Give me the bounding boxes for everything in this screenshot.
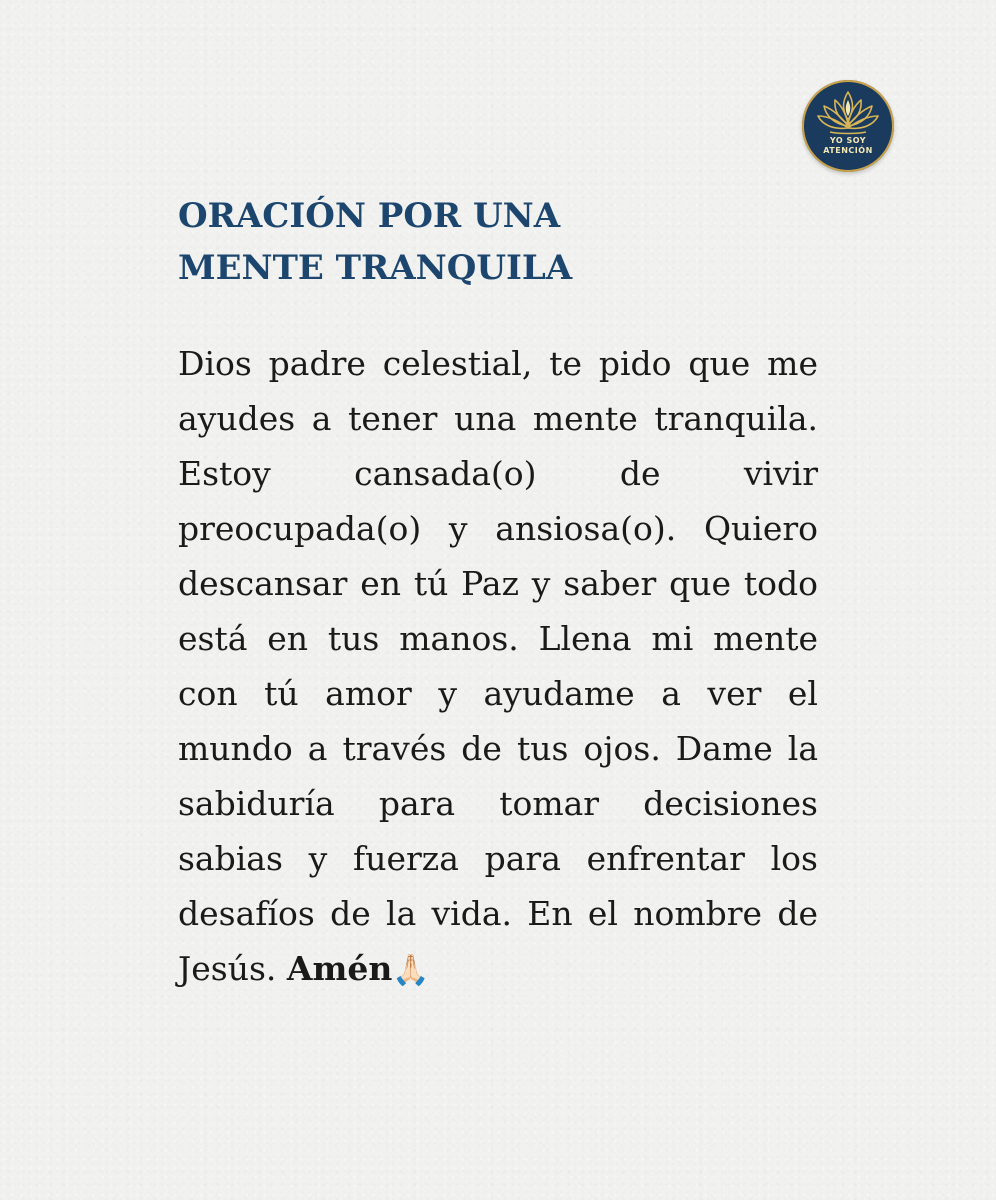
title-line-2: MENTE TRANQUILA	[178, 248, 573, 288]
prayer-closing: Amén	[286, 949, 393, 988]
brand-logo	[802, 80, 894, 172]
prayer-text	[178, 336, 818, 998]
title-line-1: ORACIÓN POR UNA	[178, 196, 561, 236]
logo-text-line2: ATENCIÓN	[823, 146, 873, 155]
lotus-flame-icon	[802, 80, 894, 172]
prayer-body: Dios padre celestial, te pido que me ayudes a tener una mente tranquila. Estoy cansada(o) de vivir preocupada(o) y ansiosa(o). Quiero descansar en tú Paz y saber que todo está en tus manos. Llena mi mente con tú amor y ayudame a ver el mundo a través de tus ojos. Dame la sabiduría para tomar decisiones sabias y fuerza para enfrentar los desafíos de la vida. En el nombre de Jesús.	[178, 344, 818, 988]
logo-text-line1: YO SOY	[829, 136, 867, 145]
page-title	[178, 190, 818, 294]
praying-hands-icon: 🙏🏻	[392, 953, 430, 988]
